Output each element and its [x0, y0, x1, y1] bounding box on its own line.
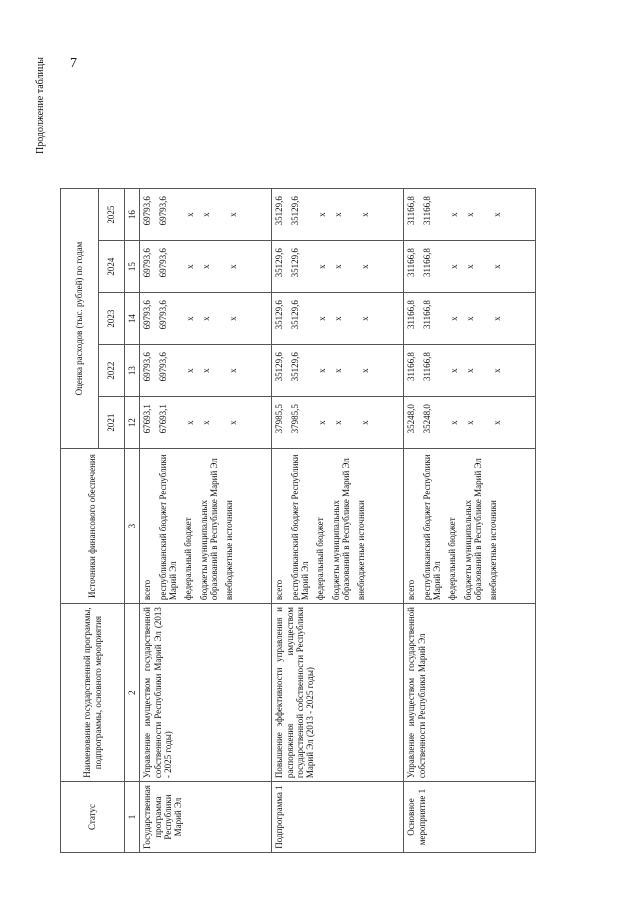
row-status: Подпрограмма 1 [272, 782, 404, 853]
not-applicable-mark: x [333, 264, 344, 269]
not-applicable-mark: x [492, 316, 503, 321]
amount-value: 31166,8 [422, 196, 433, 226]
row-name: Повышение эффективности управления и распоряжения имуществом государственной собственности Республики Марий Эл (2013 - 2025 годы) [272, 604, 404, 782]
not-applicable-mark: x [465, 368, 476, 373]
not-applicable-mark: x [228, 316, 239, 321]
amount-value: 35248,0 [406, 404, 417, 434]
row-sources [404, 449, 536, 604]
amount-value: 31166,8 [406, 196, 417, 226]
year-values [272, 293, 404, 345]
amount-value: 67693,1 [158, 404, 169, 434]
year-values [272, 345, 404, 397]
not-applicable-mark: x [492, 212, 503, 217]
not-applicable-mark: x [333, 316, 344, 321]
column-number: 14 [125, 293, 140, 345]
not-applicable-mark: x [333, 420, 344, 425]
amount-value: 31166,8 [422, 300, 433, 330]
not-applicable-mark: x [185, 368, 196, 373]
table-row [404, 189, 536, 853]
row-name: Управление имуществом государственной собственности Республики Марий Эл [404, 604, 536, 782]
amount-value: 31166,8 [406, 352, 417, 382]
amount-value: 35129,6 [290, 196, 301, 226]
amount-value: 35129,6 [274, 352, 285, 382]
column-number: 3 [125, 449, 140, 604]
amount-value: 31166,8 [406, 248, 417, 278]
not-applicable-mark: x [492, 264, 503, 269]
year-values [140, 345, 272, 397]
not-applicable-mark: x [185, 212, 196, 217]
amount-value: 69793,6 [142, 196, 153, 226]
amount-value: 67693,1 [142, 404, 153, 434]
not-applicable-mark: x [185, 420, 196, 425]
source-label: внебюджетные источники [356, 500, 367, 601]
amount-value: 69793,6 [158, 248, 169, 278]
row-sources [140, 449, 272, 604]
not-applicable-mark: x [449, 264, 460, 269]
not-applicable-mark: x [449, 368, 460, 373]
header-year: 2024 [99, 241, 125, 293]
not-applicable-mark: x [228, 368, 239, 373]
continuation-label: Продолжение таблицы [35, 57, 46, 154]
header-year: 2023 [99, 293, 125, 345]
amount-value: 69793,6 [142, 248, 153, 278]
not-applicable-mark: x [228, 420, 239, 425]
not-applicable-mark: x [465, 420, 476, 425]
amount-value: 31166,8 [406, 300, 417, 330]
source-label: бюджеты муниципальных образований в Республике Марий Эл [462, 458, 484, 601]
source-label: бюджеты муниципальных образований в Республике Марий Эл [198, 458, 220, 601]
row-status: Основное мероприятие 1 [404, 782, 536, 853]
amount-value: 35248,0 [422, 404, 433, 434]
source-label: федеральный бюджет [315, 517, 326, 601]
column-number: 15 [125, 241, 140, 293]
amount-value: 31166,8 [422, 352, 433, 382]
header-estimate: Оценка расходов (тыс. рублей) по годам [61, 189, 99, 449]
year-values [140, 241, 272, 293]
amount-value: 69793,6 [158, 300, 169, 330]
not-applicable-mark: x [449, 316, 460, 321]
not-applicable-mark: x [333, 368, 344, 373]
amount-value: 69793,6 [142, 352, 153, 382]
header-sources: Источники финансового обеспечения [61, 449, 125, 604]
year-values [404, 397, 536, 449]
year-values [404, 345, 536, 397]
source-label: всего [406, 579, 417, 601]
not-applicable-mark: x [317, 264, 328, 269]
not-applicable-mark: x [228, 212, 239, 217]
source-label: внебюджетные источники [224, 500, 235, 601]
not-applicable-mark: x [201, 264, 212, 269]
source-label: республиканский бюджет Республики Марий Эл [421, 454, 443, 601]
not-applicable-mark: x [360, 264, 371, 269]
column-number: 2 [125, 604, 140, 782]
year-values [140, 293, 272, 345]
year-values [272, 189, 404, 241]
source-label: республиканский бюджет Республики Марий Эл [289, 454, 311, 601]
not-applicable-mark: x [333, 212, 344, 217]
amount-value: 35129,6 [290, 352, 301, 382]
header-year: 2021 [99, 397, 125, 449]
amount-value: 37985,5 [290, 404, 301, 434]
amount-value: 69793,6 [158, 196, 169, 226]
not-applicable-mark: x [449, 420, 460, 425]
year-values [404, 293, 536, 345]
not-applicable-mark: x [360, 316, 371, 321]
source-label: всего [142, 579, 153, 601]
not-applicable-mark: x [185, 316, 196, 321]
column-number: 16 [125, 189, 140, 241]
not-applicable-mark: x [317, 420, 328, 425]
header-year: 2025 [99, 189, 125, 241]
amount-value: 37985,5 [274, 404, 285, 434]
year-values [404, 189, 536, 241]
not-applicable-mark: x [492, 420, 503, 425]
year-values [140, 397, 272, 449]
amount-value: 35129,6 [290, 300, 301, 330]
table-row [272, 189, 404, 853]
column-number: 13 [125, 345, 140, 397]
row-status: Государственная программа Республики Марий Эл [140, 782, 272, 853]
amount-value: 69793,6 [142, 300, 153, 330]
year-values [272, 397, 404, 449]
not-applicable-mark: x [492, 368, 503, 373]
year-values [404, 241, 536, 293]
year-values [140, 189, 272, 241]
not-applicable-mark: x [465, 212, 476, 217]
source-label: республиканский бюджет Республики Марий Эл [157, 454, 179, 601]
amount-value: 69793,6 [158, 352, 169, 382]
not-applicable-mark: x [360, 368, 371, 373]
amount-value: 35129,6 [274, 196, 285, 226]
expenses-table [60, 188, 536, 853]
not-applicable-mark: x [201, 212, 212, 217]
not-applicable-mark: x [201, 316, 212, 321]
not-applicable-mark: x [185, 264, 196, 269]
source-label: федеральный бюджет [447, 517, 458, 601]
amount-value: 35129,6 [274, 300, 285, 330]
column-number: 12 [125, 397, 140, 449]
year-values [272, 241, 404, 293]
source-label: внебюджетные источники [488, 500, 499, 601]
not-applicable-mark: x [228, 264, 239, 269]
amount-value: 35129,6 [274, 248, 285, 278]
source-label: всего [274, 579, 285, 601]
column-number: 1 [125, 782, 140, 853]
not-applicable-mark: x [360, 212, 371, 217]
row-sources [272, 449, 404, 604]
source-label: федеральный бюджет [183, 517, 194, 601]
not-applicable-mark: x [360, 420, 371, 425]
header-year: 2022 [99, 345, 125, 397]
row-name: Управление имуществом государственной собственности Республики Марий Эл (2013 - 2025 годы) [140, 604, 272, 782]
source-label: бюджеты муниципальных образований в Республике Марий Эл [330, 458, 352, 601]
not-applicable-mark: x [317, 316, 328, 321]
header-name: Наименование государственной программы, подпрограммы, основного мероприятия [61, 604, 125, 782]
not-applicable-mark: x [465, 316, 476, 321]
not-applicable-mark: x [317, 212, 328, 217]
amount-value: 31166,8 [422, 248, 433, 278]
header-status: Статус [61, 782, 125, 853]
table-row [140, 189, 272, 853]
amount-value: 35129,6 [290, 248, 301, 278]
page-number: 7 [70, 56, 77, 71]
not-applicable-mark: x [465, 264, 476, 269]
not-applicable-mark: x [201, 420, 212, 425]
not-applicable-mark: x [317, 368, 328, 373]
not-applicable-mark: x [449, 212, 460, 217]
not-applicable-mark: x [201, 368, 212, 373]
